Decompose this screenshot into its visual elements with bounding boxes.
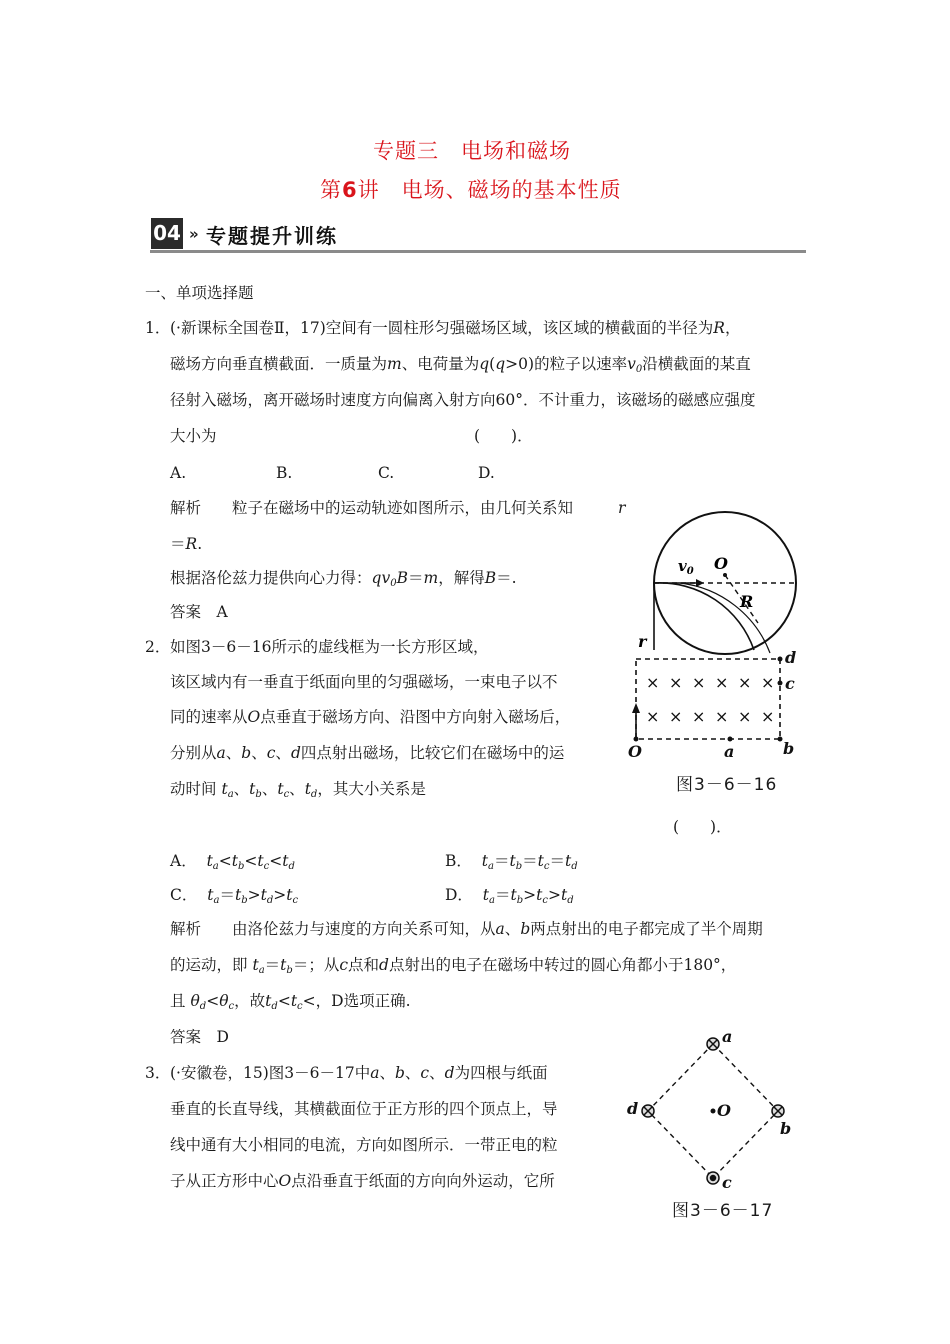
q2-theta-c-sub: c: [228, 1001, 235, 1012]
q1-v-sub: 0: [635, 364, 643, 375]
q2-option-d[interactable]: [445, 884, 574, 912]
q2-d-op1: ＝: [495, 886, 511, 904]
q2-c-tc-t: t: [286, 886, 293, 904]
q2-c-ta-t: t: [207, 886, 214, 904]
topic-title: 专题三 电场和磁场: [373, 139, 571, 163]
q1-line-1-text: (·新课标全国卷Ⅱ，17)空间有一圆柱形匀强磁场区域，该区域的横截面的半径为: [170, 319, 714, 337]
q1-answer-label: 答案: [170, 603, 202, 621]
cross-icon: ×: [692, 673, 706, 692]
label-b: b: [780, 1119, 792, 1138]
q2-option-b-gap: [472, 852, 482, 870]
q2-a-tb: [232, 852, 245, 870]
q1-eq: ＝: [170, 535, 186, 553]
q1-analysis-r: r: [618, 499, 626, 517]
q2-c-tb-sub: b: [241, 895, 248, 906]
q1-analysis-3-eq: ＝: [407, 569, 424, 587]
particle-trajectory: [654, 583, 754, 650]
entry-arrowhead-icon: [632, 703, 640, 713]
q2-d-ta-sub: a: [489, 895, 495, 906]
q2-O: O: [247, 708, 261, 726]
field-crosses: [646, 673, 774, 726]
q2-option-c-gap: [197, 886, 207, 904]
q2-a-td-sub: d: [288, 861, 295, 872]
q3-pd: d: [444, 1064, 455, 1082]
q2-ta-t: t: [221, 780, 228, 798]
q2-d-td: [561, 886, 574, 904]
q2-a-ta-sub: a: [212, 861, 219, 872]
q2-a-op2: <: [244, 852, 258, 870]
q2-c-op3: >: [273, 886, 287, 904]
q3-sep-1: 、: [379, 1064, 395, 1082]
q2-an2-tb-sub: b: [286, 965, 293, 976]
q2-option-b-label: B．: [445, 852, 472, 870]
q2-sep-1: 、: [225, 744, 242, 762]
q2-theta-d: [190, 992, 206, 1010]
q2-theta-c: [219, 992, 234, 1010]
q2-a-op3: <: [269, 852, 283, 870]
q2-pt-a: a: [216, 744, 226, 762]
q2-line-4-a: 分别从: [170, 744, 217, 762]
cross-icon: ×: [646, 673, 660, 692]
q2-an1-b: 两点射出的电子都完成了半个周期: [530, 920, 763, 938]
q2-sep-2: 、: [251, 744, 267, 762]
q2-tc: [277, 780, 289, 798]
q2-b-td-sub: d: [571, 861, 578, 872]
q1-analysis-2: [170, 533, 202, 555]
q2-a-op1: <: [218, 852, 232, 870]
cross-icon: ×: [738, 673, 752, 692]
q2-a-tb-t: t: [231, 852, 238, 870]
q2-a-tb-sub: b: [238, 861, 245, 872]
q3-line-1-a: (·安徽卷，15)图3－6－17中: [170, 1064, 371, 1082]
q1-analysis-3-end: ＝.: [496, 569, 517, 587]
q2-b-op2: ＝: [522, 852, 538, 870]
q2-d-tc: [536, 886, 548, 904]
q2-c-tc: [286, 886, 298, 904]
q2-a-tc: [257, 852, 269, 870]
q2-analysis-label: 解析: [170, 920, 202, 938]
q1-qv-sub: 0: [390, 578, 397, 589]
label-d: d: [627, 1099, 639, 1118]
q2-tc-sub: c: [283, 789, 290, 800]
q3-line-4-b: 点沿垂直于纸面的方向向外运动，它所: [291, 1172, 555, 1190]
q2-td: [305, 780, 318, 798]
q2-b-op3: ＝: [549, 852, 565, 870]
figure-rect-field: [620, 645, 810, 760]
cross-icon: ×: [715, 673, 729, 692]
wire-b-cross-icon: [772, 1105, 784, 1117]
label-a: a: [724, 742, 735, 760]
q2-option-d-label: D．: [445, 886, 473, 904]
q2-b-ta-t: t: [481, 852, 488, 870]
q2-d-tb: [511, 886, 524, 904]
q2-l5-sep-2: 、: [261, 780, 278, 798]
q2-b-tb-sub: b: [515, 861, 523, 872]
q1-cond-rest: >0)的粒子以速率: [505, 355, 628, 373]
q2-an3-tc: [291, 992, 303, 1010]
q2-an2-tb-t: t: [280, 956, 287, 974]
q2-a-ta-t: t: [206, 852, 213, 870]
q1-q: q: [479, 355, 490, 373]
wire-a-cross-icon: [707, 1038, 719, 1050]
q2-tc-t: t: [277, 780, 284, 798]
q2-d-tc-t: t: [536, 886, 543, 904]
q2-c-td-t: t: [260, 886, 267, 904]
q1-B: B: [396, 569, 408, 587]
q2-analysis-1: [170, 918, 763, 940]
q1-cond-open: (: [489, 355, 496, 373]
q2-an2-eq: ＝: [264, 956, 281, 974]
q1-option-a[interactable]: A.: [170, 464, 187, 482]
q2-line-2: 该区域内有一垂直于纸面向里的匀强磁场，一束电子以不: [170, 673, 558, 691]
q2-b-op1: ＝: [493, 852, 510, 870]
q2-c-tc-sub: c: [292, 895, 299, 906]
figure-caption-17: 图3－6－17: [672, 1201, 774, 1221]
section-heading: 一、单项选择题: [145, 284, 254, 302]
q2-tb-sub: b: [255, 789, 262, 800]
q2-line-3: [170, 706, 570, 728]
q2-l5-sep-1: 、: [233, 780, 250, 798]
lecture-number: 6: [342, 178, 358, 202]
q2-d-op3: >: [548, 886, 561, 904]
q1-analysis-2-R: R: [185, 535, 198, 553]
q2-b-td-t: t: [564, 852, 572, 870]
banner-divider: [150, 250, 806, 253]
q2-pt-d: d: [290, 744, 301, 762]
label-O: O: [717, 1101, 731, 1120]
label-R: R: [740, 592, 754, 611]
chevron-icon: »: [189, 225, 199, 243]
point-d: [778, 657, 783, 662]
q2-sep-3: 、: [275, 744, 291, 762]
figure-square-wires: [622, 1030, 802, 1195]
q1-comma: ，: [724, 319, 741, 337]
q1-analysis-3: [170, 567, 517, 595]
q2-c-ta-sub: a: [213, 895, 220, 906]
lecture-rest: 讲 电场、磁场的基本性质: [357, 178, 622, 202]
q2-analysis-3: [170, 990, 411, 1018]
q1-analysis-1: [170, 497, 573, 519]
q2-line-4-b: 四点射出磁场，比较它们在磁场中的运: [300, 744, 565, 762]
label-a: a: [722, 1030, 733, 1046]
q2-an3-c: ，D选项正确.: [315, 992, 411, 1010]
q2-b-ta: [482, 852, 494, 870]
q1-line-1: [170, 317, 740, 339]
q2-tb-t: t: [249, 780, 256, 798]
q2-analysis-2: [170, 954, 736, 982]
q2-line-4: [170, 742, 564, 764]
q1-line-3: 径射入磁场，离开磁场时速度方向偏离入射方向60°．不计重力，该磁场的磁感应强度: [170, 391, 756, 409]
label-v0-sub: 0: [686, 566, 694, 577]
label-O: O: [628, 742, 642, 760]
q2-option-a[interactable]: [170, 850, 295, 878]
q2-pt-c: c: [266, 744, 276, 762]
figure-circle-trajectory: [630, 505, 810, 655]
point-c: [778, 681, 783, 686]
q1-analysis-label: 解析: [170, 499, 202, 517]
wire-d-cross-icon: [642, 1105, 654, 1117]
q2-an3-td-t: t: [265, 992, 272, 1010]
q1-answer-value: A: [216, 603, 228, 621]
q2-an3-lt3: <: [302, 992, 316, 1010]
section-badge: 04: [151, 218, 183, 249]
q1-number: 1．: [145, 319, 171, 337]
q2-an2-a: 的运动，即: [170, 956, 248, 974]
q2-an3-lt2: <: [277, 992, 291, 1010]
q2-d-td-sub: d: [567, 895, 574, 906]
wire-c-dot-icon: [707, 1172, 719, 1184]
q2-c-td: [261, 886, 274, 904]
q2-ta: [221, 780, 233, 798]
q1-line-2: [170, 353, 751, 381]
point-O: [634, 737, 639, 742]
q2-line-1: 如图3－6－16所示的虚线框为一长方形区域，: [170, 638, 489, 656]
point-a: [728, 737, 733, 742]
q2-d-tc-sub: c: [542, 895, 548, 906]
q2-pt-b: b: [241, 744, 252, 762]
q2-an3-tc-sub: c: [297, 1001, 303, 1012]
q3-sep-3: 、: [429, 1064, 445, 1082]
q2-option-c-label: C．: [170, 886, 198, 904]
q2-an2-ta-sub: a: [258, 965, 265, 976]
q2-td-sub: d: [310, 789, 318, 800]
q1-v: v: [627, 355, 636, 373]
label-v0: [678, 557, 694, 577]
q2-theta-d-sym: θ: [190, 992, 200, 1010]
q2-an3-td-sub: d: [271, 1001, 278, 1012]
q2-an3-tc-t: t: [290, 992, 298, 1010]
q2-d-ta: [483, 886, 495, 904]
q2-an1-a: 由洛伦兹力与速度的方向关系可知，从: [232, 920, 496, 938]
q2-c-ta: [207, 886, 219, 904]
q1-qv: qv: [371, 569, 391, 587]
q2-option-a-gap: [197, 852, 207, 870]
q1-bracket: ( )．: [474, 427, 533, 445]
q2-d-td-t: t: [561, 886, 568, 904]
q2-a-td-t: t: [282, 852, 289, 870]
q3-line-2: 垂直的长直导线，其横截面位于正方形的四个顶点上，导: [170, 1100, 558, 1118]
cross-icon: ×: [738, 707, 752, 726]
q2-answer-gap: [201, 1028, 217, 1046]
field-region-dashed: [636, 659, 780, 739]
q1-charge-text: 、电荷量为: [401, 355, 480, 373]
q2-tb: [249, 780, 262, 798]
q3-line-4-a: 子从正方形中心: [170, 1172, 279, 1190]
label-c: c: [785, 674, 795, 693]
q2-line-5-a: 动时间: [170, 780, 217, 798]
q2-line-3-b: 点垂直于磁场方向、沿图中方向射入磁场后，: [260, 708, 571, 726]
q2-ta-sub: a: [227, 789, 234, 800]
q1-analysis-1-text: 粒子在磁场中的运动轨迹如图所示，由几何关系知: [232, 499, 574, 517]
q2-b-tc: [538, 852, 550, 870]
q2-c-tb: [235, 886, 248, 904]
q2-an1-pa: a: [495, 920, 505, 938]
q2-b-tb: [509, 852, 522, 870]
q2-td-t: t: [304, 780, 311, 798]
center-dot: [711, 1109, 716, 1114]
q2-b-tc-t: t: [537, 852, 544, 870]
label-O: O: [714, 554, 728, 573]
q2-option-d-gap: [473, 886, 483, 904]
q2-an2-c: 点和: [348, 956, 380, 974]
cross-icon: ×: [646, 707, 660, 726]
q2-b-tc-sub: c: [543, 861, 550, 872]
q2-a-td: [282, 852, 295, 870]
q2-an2-ta: [252, 956, 264, 974]
q1-line-2-text: 磁场方向垂直横截面．一质量为: [170, 355, 388, 373]
q2-b-tb-t: t: [509, 852, 516, 870]
q2-c-op1: ＝: [219, 886, 235, 904]
center-dot: [723, 573, 727, 577]
q2-an2-b: ＝；从: [292, 956, 340, 974]
q2-an3-td: [265, 992, 278, 1010]
cross-icon: ×: [761, 707, 775, 726]
point-b: [778, 737, 783, 742]
q1-analysis-3-a: 根据洛伦兹力提供向心力得：: [170, 569, 372, 587]
q1-analysis-3-b: ，解得: [438, 569, 485, 587]
lecture-title: [320, 174, 622, 204]
q2-an1-pb: b: [520, 920, 531, 938]
q2-l5-sep-3: 、: [289, 780, 305, 798]
q3-pb: b: [394, 1064, 405, 1082]
q2-an2-tb: [280, 956, 293, 974]
q2-an2-ta-t: t: [252, 956, 259, 974]
q1-analysis-gap: [201, 499, 232, 517]
cross-icon: ×: [669, 673, 683, 692]
q1-option-d[interactable]: D.: [478, 464, 495, 482]
q1-line-2-rest: 沿横截面的某直: [642, 355, 751, 373]
q1-B2: B: [484, 569, 497, 587]
q2-a-tc-sub: c: [263, 861, 270, 872]
q2-answer: [170, 1026, 229, 1048]
q3-line-1-b: 为四根与纸面: [454, 1064, 548, 1082]
q2-c-op2: >: [247, 886, 261, 904]
q2-c-td-sub: d: [266, 895, 274, 906]
q2-line-5-b: ，其大小关系是: [317, 780, 426, 798]
q2-number: 2．: [145, 638, 171, 656]
q2-d-ta-t: t: [482, 886, 490, 904]
q1-option-b[interactable]: B.: [276, 464, 293, 482]
q2-theta-c-sym: θ: [219, 992, 229, 1010]
q2-b-td: [565, 852, 578, 870]
label-r: r: [638, 632, 647, 651]
q2-an2-d: 点射出的电子在磁场中转过的圆心角都小于180°，: [388, 956, 737, 974]
q3-line-4: [170, 1170, 555, 1192]
label-d: d: [785, 648, 797, 667]
q2-d-op2: >: [523, 886, 537, 904]
q2-a-ta: [207, 852, 219, 870]
q3-pa: a: [370, 1064, 380, 1082]
exit-direction-line: [680, 583, 770, 653]
q3-O: O: [278, 1172, 292, 1190]
q3-pc: c: [420, 1064, 430, 1082]
label-v0-v: v: [678, 557, 687, 575]
cross-icon: ×: [692, 707, 706, 726]
q1-line-4: 大小为: [170, 427, 217, 445]
q2-an3-lt1: <: [206, 992, 220, 1010]
q1-answer-gap: [201, 603, 217, 621]
q2-theta-d-sub: d: [199, 1001, 207, 1012]
q1-answer: [170, 601, 228, 623]
q3-line-1: [170, 1062, 548, 1084]
cross-icon: ×: [669, 707, 683, 726]
q2-bracket: ( )．: [673, 818, 732, 836]
cross-icon: ×: [715, 707, 729, 726]
q2-d-tb-t: t: [510, 886, 517, 904]
q2-line-5: [170, 778, 426, 806]
q1-R: R: [713, 319, 725, 337]
q2-c-tb-t: t: [234, 886, 242, 904]
q1-q-cond: q: [495, 355, 506, 373]
q2-answer-value: D: [216, 1028, 229, 1046]
label-c: c: [722, 1173, 732, 1192]
q2-a-tc-t: t: [257, 852, 264, 870]
q1-analysis-3-m: m: [423, 569, 439, 587]
q1-m: m: [387, 355, 402, 373]
q2-an1-sep: 、: [504, 920, 521, 938]
banner-title: 专题提升训练: [206, 224, 338, 248]
q3-sep-2: 、: [404, 1064, 421, 1082]
q2-option-b[interactable]: [445, 850, 578, 878]
q2-an2-pd: d: [379, 956, 389, 974]
q3-line-3: 线中通有大小相同的电流，方向如图所示．一带正电的粒: [170, 1136, 558, 1154]
q2-answer-label: 答案: [170, 1028, 202, 1046]
q2-an3-b: ，故: [234, 992, 266, 1010]
q2-b-ta-sub: a: [487, 861, 494, 872]
q2-line-3-a: 同的速率从: [170, 708, 248, 726]
lecture-prefix: 第: [320, 178, 342, 202]
q2-option-a-label: A．: [170, 852, 197, 870]
q2-option-c[interactable]: [170, 884, 298, 912]
cross-icon: ×: [761, 673, 775, 692]
q2-d-tb-sub: b: [516, 895, 524, 906]
q1-option-c[interactable]: C.: [378, 464, 395, 482]
figure-caption-16: 图3－6－16: [676, 775, 778, 795]
q1-analysis-2-end: .: [197, 535, 203, 553]
q2-an2-pc: c: [339, 956, 349, 974]
q2-analysis-gap: [201, 920, 232, 938]
label-b: b: [783, 739, 795, 758]
q2-an3-a: 且: [170, 992, 186, 1010]
q3-number: 3．: [145, 1064, 171, 1082]
